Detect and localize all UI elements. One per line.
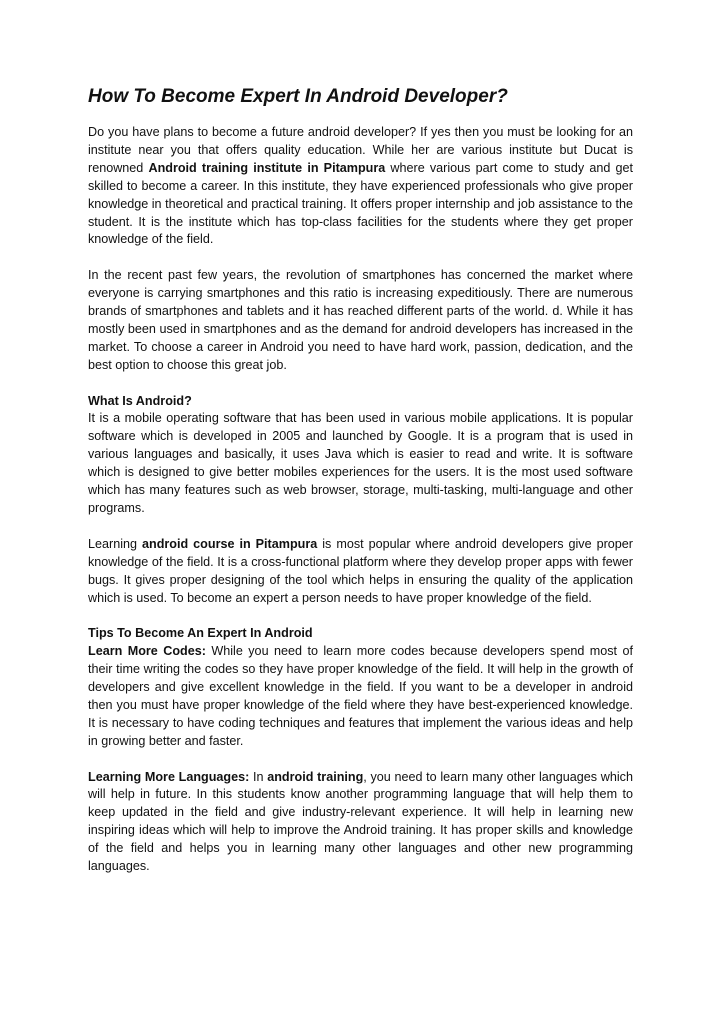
smartphones-paragraph: In the recent past few years, the revolution of smartphones has concerned the market where everyone is carrying smartphones and this ratio is increasing expeditiously. There are numerous brands of smartphones and tablets and it has reached different parts of the world. d. While it has mostly been used in smartphones and as the demand for android developers has increased in the market. To choose a career in Android you need to have hard work, passion, dedication, and the best option to choose this great job. bbox=[88, 268, 633, 372]
intro-text-1: Do you have plans to become a future android developer? If yes then you must be looking for an institute near you that offers quality education. While her are various institute but Ducat is renowned bbox=[88, 125, 633, 175]
learn-codes-paragraph bbox=[88, 643, 633, 750]
intro-text-2: where various part come to study and get skilled to become a career. In this institute, they have experienced professionals who give proper knowledge in theoretical and practical training. It offers proper internship and job assistance to the student. It is the institute which has top-class facilities for the students where they get proper knowledge of the field. bbox=[88, 160, 634, 247]
what-is-android-paragraph: It is a mobile operating software that has been used in various mobile applications. It is popular software which is developed in 2005 and launched by Google. It is a program that is used in various languages and basically, it uses Java which is easier to read and write. It is software which is designed to give better mobiles experiences for the users. It is the most used software which has many features such as web browser, storage, multi-tasking, multi-language and other programs. bbox=[88, 411, 633, 515]
learn-codes-label: Learn More Codes: bbox=[88, 644, 206, 659]
intro-paragraph bbox=[88, 124, 633, 249]
languages-bold-phrase: android training bbox=[267, 769, 364, 784]
course-bold-phrase: android course in Pitampura bbox=[142, 536, 318, 551]
languages-text-2: , you need to learn many other languages which will help in future. In this students know another programming language that will help them to keep updated in the field and give industry-relevant experience. It will help in learning new inspiring ideas which will help to improve the Android training. It has proper skills and knowledge of the field and helps you in learning many other languages and other new programming languages. bbox=[88, 769, 633, 874]
document-page bbox=[88, 84, 633, 894]
what-is-android-heading: What Is Android? bbox=[88, 393, 192, 408]
tips-heading: Tips To Become An Expert In Android bbox=[88, 626, 313, 641]
course-paragraph bbox=[88, 536, 633, 608]
learn-codes-text: While you need to learn more codes because developers spend most of their time writing the codes so they have proper knowledge of the field. It will help in the growth of developers and give excellent knowledge in the field. If you want to be a developer in android then you must have proper knowledge of the field where they have best-experienced knowledge. It is necessary to have coding techniques and features that implement the various ideas and help in growing better and faster. bbox=[88, 644, 633, 748]
languages-label: Learning More Languages: bbox=[88, 769, 250, 784]
languages-text-1: In bbox=[249, 769, 268, 784]
languages-paragraph bbox=[88, 769, 633, 876]
course-text-2: is most popular where android developers give proper knowledge of the field. It is a cross-functional platform where they develop proper apps with fewer bugs. It gives proper designing of the tool which helps in ensuring the quality of the application which is used. To become an expert a person needs to have proper knowledge of the field. bbox=[88, 536, 634, 605]
intro-bold-phrase: Android training institute in Pitampura bbox=[148, 160, 386, 175]
document-title: How To Become Expert In Android Developer? bbox=[88, 86, 508, 107]
course-text-1: Learning bbox=[88, 536, 143, 551]
